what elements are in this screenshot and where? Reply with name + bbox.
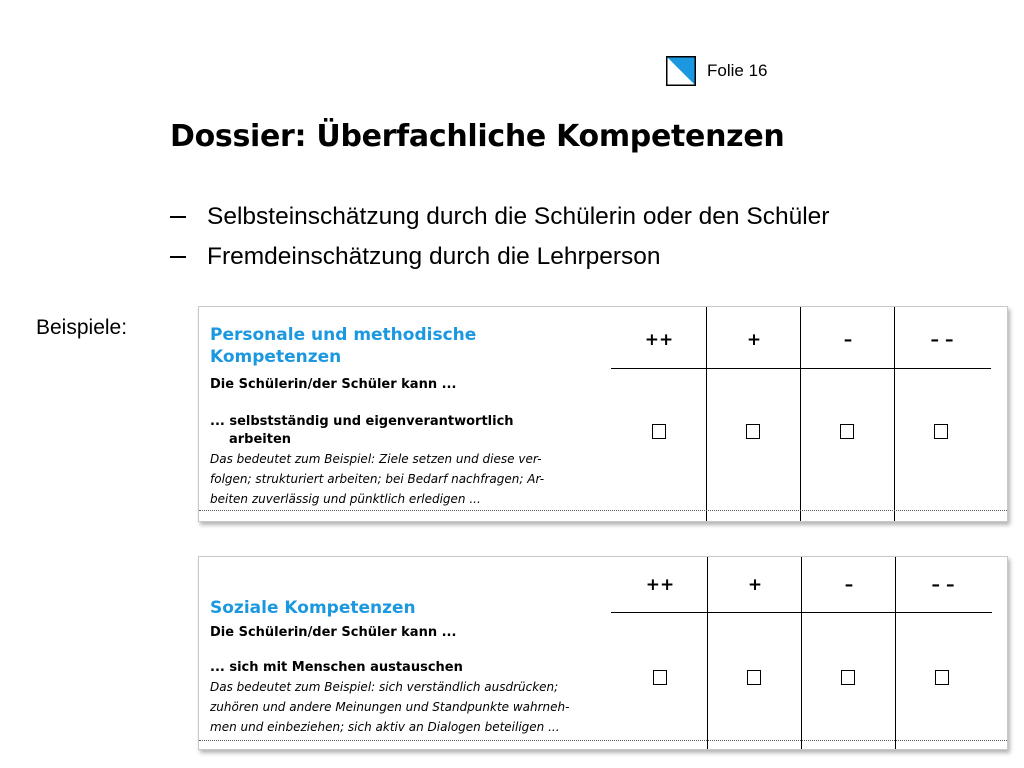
dotted-separator — [199, 740, 1007, 741]
card-description — [210, 677, 605, 737]
card-description-line: men und einbeziehen; sich aktiv an Dialogen beteiligen ... — [210, 720, 560, 734]
rating-header-weak: – — [843, 330, 853, 350]
header-divider — [611, 612, 992, 613]
bullet-item — [170, 237, 829, 277]
card-item-line: ... selbstständig und eigenverantwortlich — [210, 414, 514, 429]
card-heading-line: Personale und methodische — [210, 325, 477, 345]
bullet-item — [170, 197, 829, 237]
canton-zurich-logo-icon — [666, 56, 696, 86]
empty-checkbox-icon[interactable] — [841, 670, 855, 685]
bullet-text: Fremdeinschätzung durch die Lehrperson — [207, 243, 661, 270]
empty-checkbox-icon[interactable] — [746, 424, 760, 439]
slide-title: Dossier: Überfachliche Kompetenzen — [170, 119, 785, 154]
empty-checkbox-icon[interactable] — [934, 424, 948, 439]
example-card-social — [198, 556, 1008, 750]
card-subheading: Die Schülerin/der Schüler kann ... — [210, 377, 457, 392]
rating-header-good: + — [747, 575, 763, 595]
rating-header-very-good: ++ — [645, 575, 675, 595]
empty-checkbox-icon[interactable] — [652, 424, 666, 439]
card-heading — [210, 324, 476, 368]
examples-label: Beispiele: — [36, 316, 128, 339]
card-subheading: Die Schülerin/der Schüler kann ... — [210, 625, 457, 640]
rating-header-good: + — [746, 330, 762, 350]
card-description-line: folgen; strukturiert arbeiten; bei Bedarf nachfragen; Ar- — [210, 472, 545, 486]
card-description-line: zuhören und andere Meinungen und Standpunkte wahrneh- — [210, 700, 570, 714]
header-divider — [611, 368, 991, 369]
card-item-line: arbeiten — [229, 432, 292, 447]
example-card-personal — [198, 306, 1008, 522]
card-description-line: beiten zuverlässig und pünktlich erledigen ... — [210, 492, 481, 506]
rating-header-very-good: ++ — [644, 330, 674, 350]
bullet-list — [170, 197, 829, 277]
card-item — [210, 413, 514, 449]
card-description-line: Das bedeutet zum Beispiel: Ziele setzen und diese ver- — [210, 452, 542, 466]
card-description-line: Das bedeutet zum Beispiel: sich verständlich ausdrücken; — [210, 680, 559, 694]
empty-checkbox-icon[interactable] — [653, 670, 667, 685]
card-item — [210, 659, 463, 677]
rating-header-very-weak: – – — [931, 575, 955, 595]
slide-number-label: Folie 16 — [707, 61, 768, 80]
rating-header-very-weak: – – — [930, 330, 954, 350]
card-heading: Soziale Kompetenzen — [210, 598, 416, 618]
dash-bullet-icon — [170, 216, 186, 218]
empty-checkbox-icon[interactable] — [840, 424, 854, 439]
dash-bullet-icon — [170, 256, 186, 258]
empty-checkbox-icon[interactable] — [935, 670, 949, 685]
card-item-line: ... sich mit Menschen austauschen — [210, 660, 463, 675]
card-description — [210, 449, 605, 509]
slide-number — [666, 56, 767, 86]
empty-checkbox-icon[interactable] — [747, 670, 761, 685]
dotted-separator — [199, 510, 1007, 511]
rating-header-weak: – — [844, 575, 854, 595]
bullet-text: Selbsteinschätzung durch die Schülerin oder den Schüler — [207, 203, 830, 230]
card-heading-line: Kompetenzen — [210, 347, 342, 367]
